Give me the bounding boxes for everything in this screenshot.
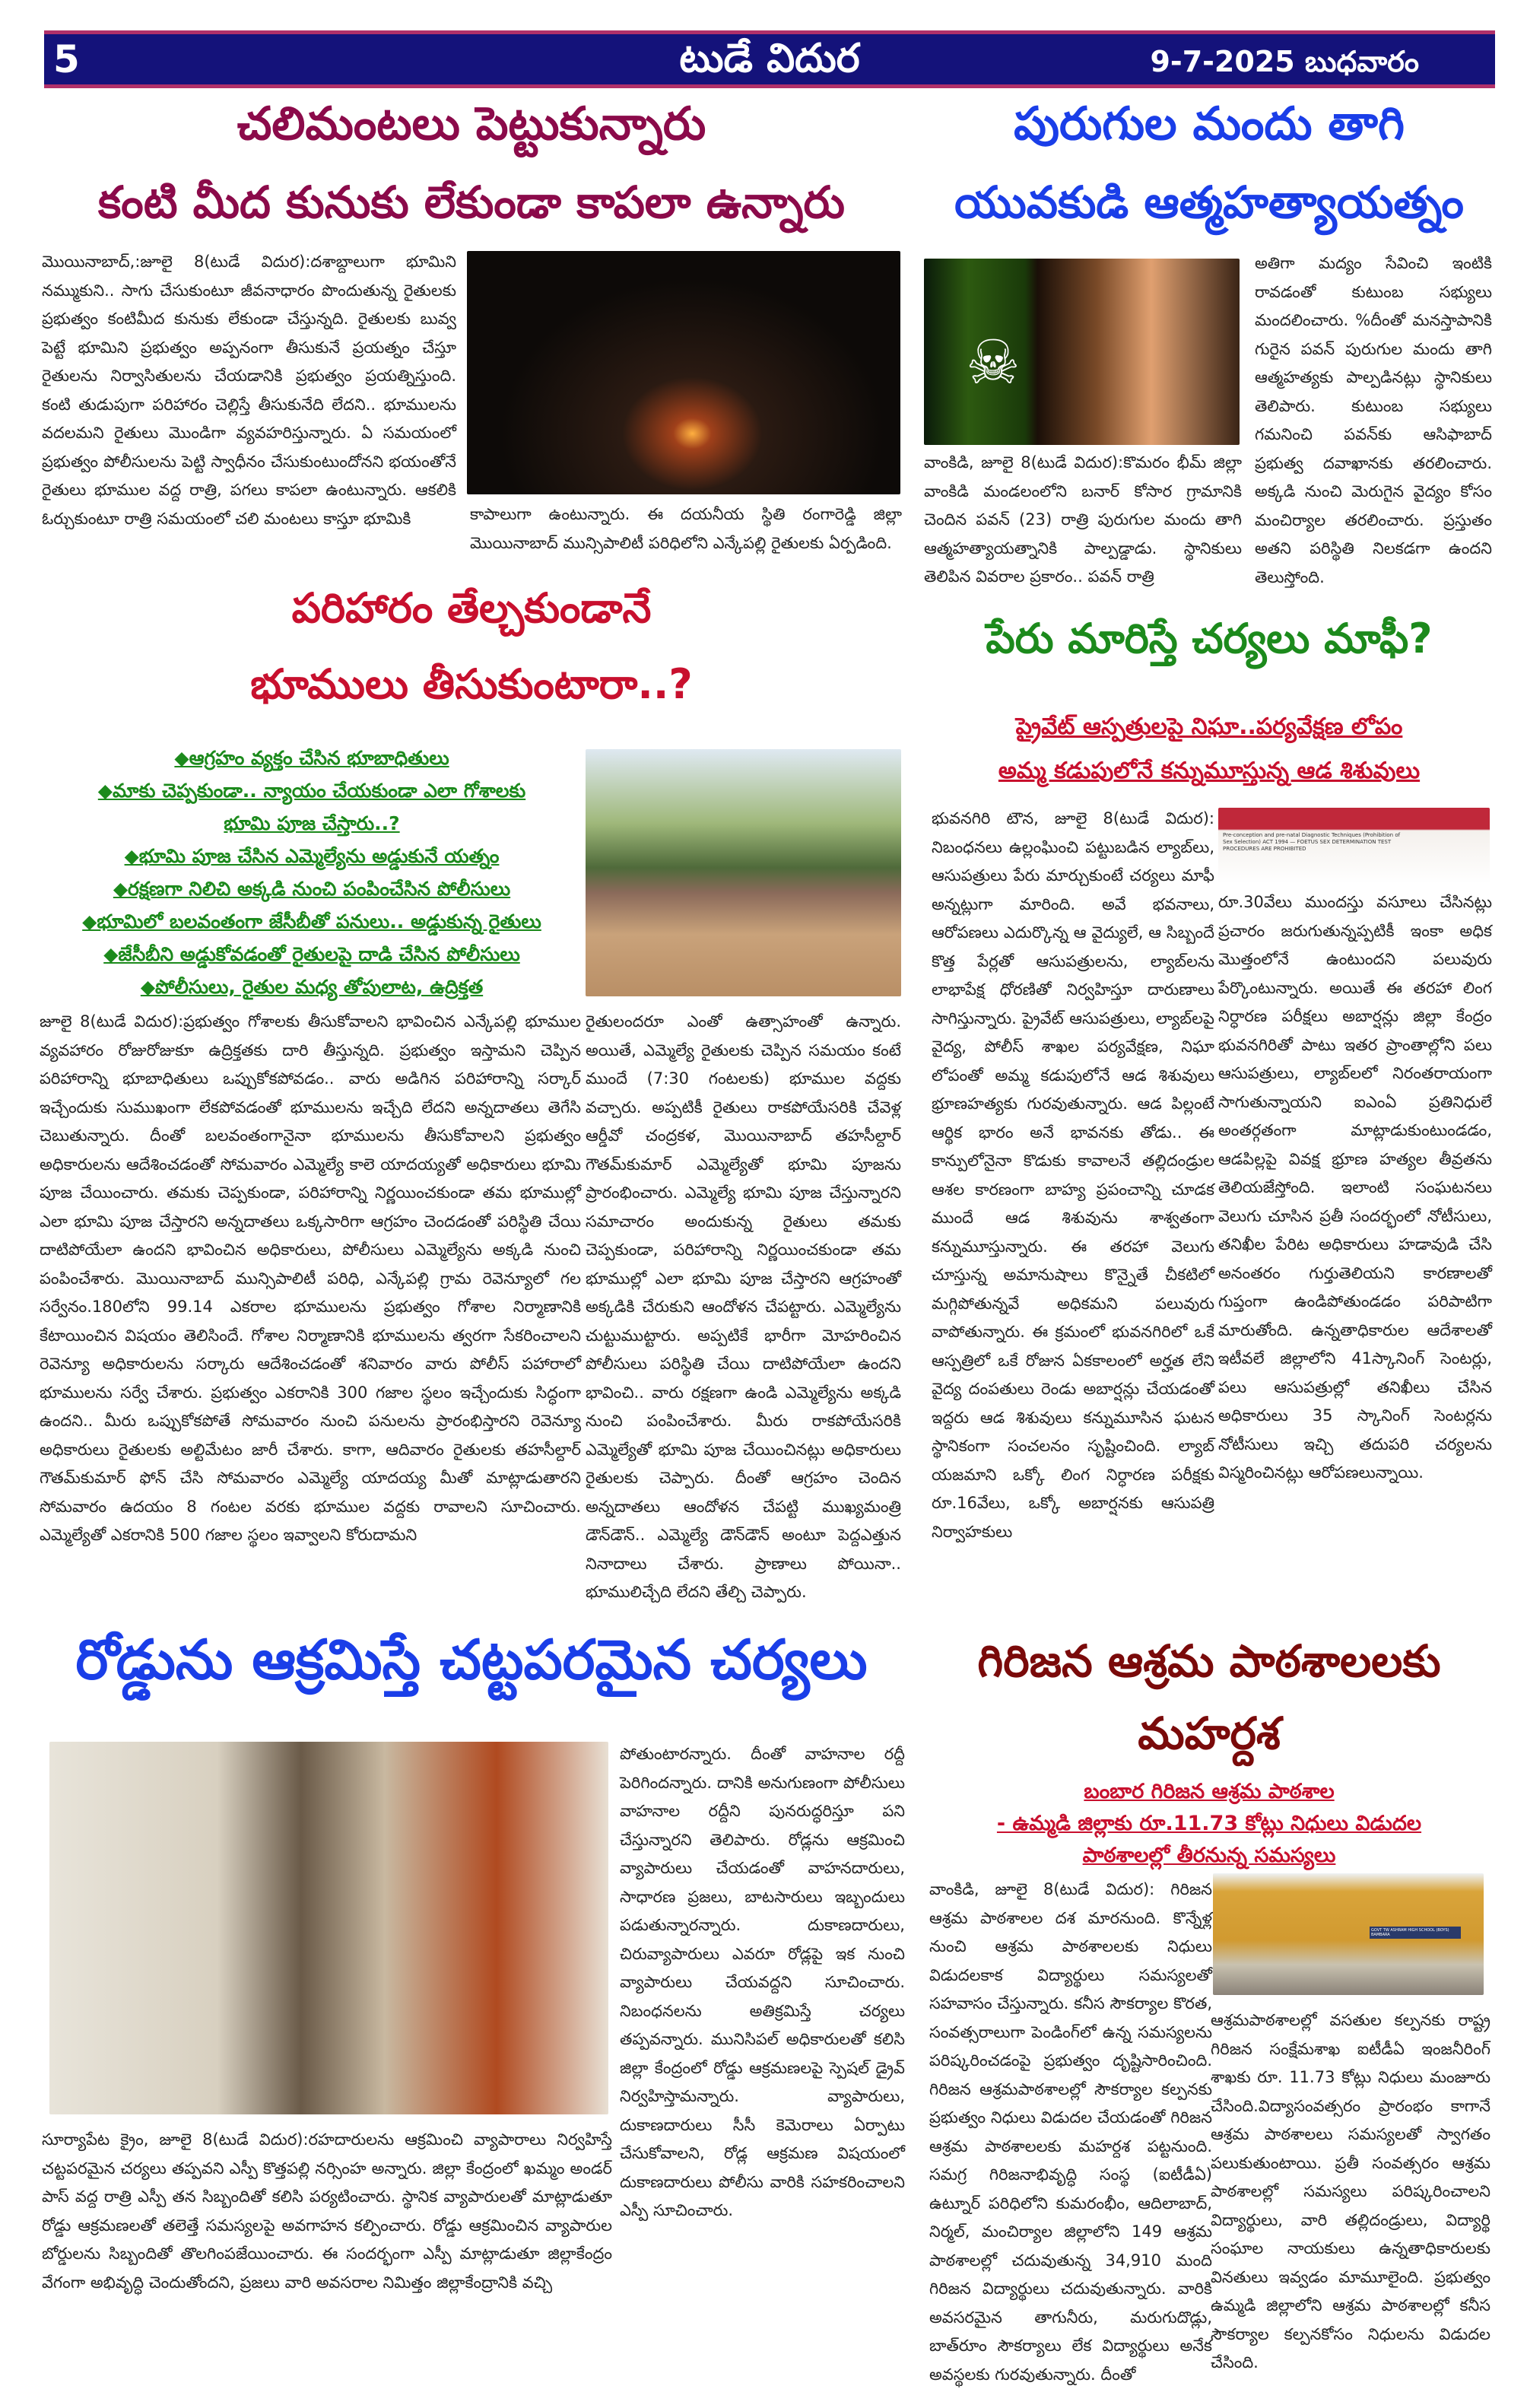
story1-headline-1: చలిమంటలు పెట్టుకున్నారు: [237, 97, 706, 151]
story4-body-left: భువనగిరి టౌన, జూలై 8(టుడే విదుర): నిబంధనలు ఉల్లంఘించి పట్టుబడిన ల్యాబ్‌లు, ఆసుపత్రులు పేరు మార్చుకుంటే చర్యలు మాఫీ అన్నట్లుగా మారింది. అవే భవనాలు, ఆరోపణలు ఎదుర్కొన్న ఆ వైద్యులే, ఆ సిబ్బందే కొత్త పేర్లతో ఆసుపత్రులను, ల్యాబ్‌లను లాభాపేక్ష ధోరణితో నిర్వహిస్తూ దారుణాలు సాగిస్తున్నారు. ప్రైవేట్ ఆసుపత్రులు, ల్యాబ్‌లపై వైద్య, పోలీస్ శాఖల పర్యవేక్షణ, నిఘా లోపంతో అమ్మ కడుపులోనే ఆడ శిశువులు భ్రూణహత్యకు గురవుతున్నారు. ఆడ పిల్లంటే ఆర్థిక భారం అనే భావనకు తోడు.. ఈ కాన్పులోనైనా కొడుకు కావాలనే తల్లిదండ్రుల ఆశల కారణంగా బాహ్య ప్రపంచాన్ని చూడక ముందే ఆడ శిశువును శాశ్వతంగా కన్నుమూస్తున్నారు. ఈ తరహా వెలుగు చూస్తున్న అమానుషాలు కొన్నైతే చీకటిలో మగ్గిపోతున్నవే అధికమని పలువురు వాపోతున్నారు. ఈ క్రమంలో భువనగిరిలో ఒకే ఆస్పత్రిలో ఒకే రోజున ఏకకాలంలో అర్హత లేని వైద్య దంపతులు రెండు అబార్షన్లు చేయడంతో ఇద్దరు ఆడ శిశువులు కన్నుమూసిన ఘటన స్థానికంగా సంచలనం సృష్టించింది. ల్యాబ్ యజమాని ఒక్కో లింగ నిర్ధారణ పరీక్షకు రూ.16వేలు, ఒక్కో అబార్షనకు ఆసుపత్రి నిర్వాహకులు: [932, 809, 1214, 1541]
bullet-item: ◆జేసీబీని అడ్డుకోవడంతో రైతులపై దాడి చేసిన పోలీసులు: [103, 943, 520, 965]
story5-body-left: సూర్యాపేట క్రైం, జూలై 8(టుడే విదుర):రహదారులను ఆక్రమించి వ్యాపారాలు నిర్వహిస్తే చట్టపరమైన చర్యలు తప్పవని ఎస్పీ కొత్తపల్లి నర్సింహ అన్నారు. జిల్లా కేంద్రంలో ఖమ్మం అండర్ పాస్ వద్ద రాత్రి ఎస్పీ తన సిబ్బందితో కలిసి పర్యటించారు. స్థానిక వ్యాపారులతో మాట్లాడుతూ రోడ్డు ఆక్రమణలతో తలెత్తే సమస్యలపై అవగాహన కల్పించారు. రోడ్డు ఆక్రమించిన వ్యాపారుల బోర్డులను సిబ్బందితో తొలగింపజేయించారు. ఈ సందర్భంగా ఎస్పీ మాట్లాడుతూ జిల్లాకేంద్రం వేగంగా అభివృద్ధి చెందుతోందని, ప్రజలు వారి అవసరాల నిమిత్తం జిల్లాకేంద్రానికి వచ్చి: [42, 2130, 612, 2292]
story6-subhead-2: - ఉమ్మడి జిల్లాకు రూ.11.73 కోట్లు నిధులు విడుదల: [996, 1812, 1422, 1835]
bullet-item: ◆రక్షణగా నిలిచి అక్కడి నుంచి పంపించేసిన పోలీసులు: [113, 878, 511, 900]
story2-body-below: వాంకిడి, జూలై 8(టుడే విదుర):కొమరం భీమ్ జిల్లా వాంకిడి మండలంలోని బనార్ కోసార గ్రామానికి చెందిన పవన్ (23) రాత్రి పురుగుల మందు తాగి ఆత్మహత్యాయత్నానికి పాల్పడ్డాడు. స్థానికులు తెలిపిన వివరాల ప్రకారం.. పవన్ రాత్రి: [924, 453, 1242, 586]
story3-body-left: జూలై 8(టుడే విదుర):ప్రభుత్వం గోశాలకు తీసుకోవాలని భావించిన ఎన్కేపల్లి భూముల వ్యవహారం రోజురోజుకూ ఉద్రిక్తతకు దారి తీస్తున్నది. ప్రభుత్వం ఇస్తామని చెప్పిన పరిహారాన్ని భూబాధితులు ఒప్పుకోకపోవడం.. వారు అడిగిన పరిహారాన్ని సర్కార్ ఇచ్చేందుకు సుముఖంగా లేకపోవడంతో భూములను ఇచ్చేది లేదని అన్నదాతలు తెగేసి చెబుతున్నారు. దీంతో బలవంతంగానైనా భూములను తీసుకోవాలని ప్రభుత్వం అధికారులను ఆదేశించడంతో సోమవారం ఎమ్మెల్యే కాలె యాదయ్యతో అధికారులు భూమి పూజ చేయించారు. తమకు చెప్పకుండా, పరిహారాన్ని నిర్ణయించకుండా తమ భూముల్లో ఎలా భూమి పూజ చేస్తారని అన్నదాతలు ఒక్కసారిగా ఆగ్రహం చెందడంతో పరిస్థితి చేయి దాటిపోయేలా ఉందని భావించిన అధికారులు, పోలీసులు ఎమ్మెల్యేను అక్కడి నుంచి పంపించేశారు. మొయినాబాద్ మున్సిపాలిటీ పరిధి, ఎన్కేపల్లి గ్రామ రెవెన్యూలో గల సర్వేనం.180లోని 99.14 ఎకరాల భూములను ప్రభుత్వం గోశాల నిర్మాణానికి కేటాయించిన విషయం తెలిసిందే. గోశాల నిర్మాణానికి భూములను త్వరగా సేకరించాలని రెవెన్యూ అధికారులను సర్కారు ఆదేశించడంతో శనివారం వారు పోలీస్ పహారాలో భూములను సర్వే చేశారు. ప్రభుత్వం ఎకరానికి 300 గజాల స్థలం ఇచ్చేందుకు సిద్ధంగా ఉందని.. మీరు ఒప్పుకోకపోతే సోమవారం నుంచి పనులను ప్రారంభిస్తారని రెవెన్యూ అధికారులు రైతులకు అల్టిమేటం జారీ చేశారు. కాగా, ఆదివారం రైతులకు తహసీల్దార్ గౌతమ్‌కుమార్ ఫోన్ చేసి సోమవారం ఎమ్మెల్యే యాదయ్య మీతో మాట్లాడుతారని సోమవారం ఉదయం 8 గంటల వరకు భూముల వద్దకు రావాలని సూచించారు. ఎమ్మెల్యేతో ఎకరానికి 500 గజాల స్థలం ఇవ్వాలని కోరుదామని: [40, 1012, 581, 1544]
school-signboard: GOVT TW ASHRAM HIGH SCHOOL (BOYS) BAMBARA: [1370, 1927, 1461, 1939]
story2-headline-2: యువకుడి ఆత్మహత్యాయత్నం: [954, 176, 1464, 228]
bullet-item: ◆ఆగ్రహం వ్యక్తం చేసిన భూబాధితులు: [174, 747, 449, 769]
story3-headline-2: భూములు తీసుకుంటారా..?: [250, 660, 693, 708]
story6-headline-2: మహర్దశ: [1138, 1708, 1281, 1759]
poison-bottle-photo: [924, 259, 1240, 445]
newspaper-name: టుడే విదుర: [679, 36, 860, 81]
story2-headline-1: పురుగుల మందు తాగి: [1014, 97, 1405, 151]
masthead: [44, 30, 1495, 88]
story6-body-left: వాంకిడి, జూలై 8(టుడే విదుర): గిరిజన ఆశ్రమ పాఠశాలల దశ మారనుంది. కొన్నేళ్ల నుంచి ఆశ్రమ పాఠశాలలకు నిధులు విడుదలకాక విద్యార్థులు సమస్యలతో సహవాసం చేస్తున్నారు. కనీస సౌకర్యాల కొరత, సంవత్సరాలుగా పెండింగ్‌లో ఉన్న సమస్యలను పరిష్కరించడంపై ప్రభుత్వం దృష్టిసారించింది. గిరిజన ఆశ్రమపాఠశాలల్లో సౌకర్యాల కల్పనకు ప్రభుత్వం నిధులు విడుదల చేయడంతో గిరిజన ఆశ్రమ పాఠశాలలకు మహర్దశ పట్టనుంది. సమగ్ర గిరిజనాభివృద్ధి సంస్థ (ఐటీడీఏ) ఉట్నూర్ పరిధిలోని కుమరంభీం, ఆదిలాబాద్, నిర్మల్, మంచిర్యాల జిల్లాలోని 149 ఆశ్రమ పాఠశాలల్లో చదువుతున్న 34,910 మంది గిరిజన విద్యార్థులు చదువుతున్నారు. వారికి అవసరమైన తాగునీరు, మరుగుదొడ్లు, బాత్‌రూం సౌకర్యాలు లేక విద్యార్థులు అనేక అవస్థలకు గురవుతున్నారు. దీంతో: [929, 1880, 1212, 2384]
story4-subhead-1: ప్రైవేట్ ఆస్పత్రులపై నిఘా..పర్యవేక్షణ లోపం: [1015, 713, 1403, 740]
story1-body: మొయినాబాద్,:జూలై 8(టుడే విదుర):దశాబ్దాలుగా భూమిని నమ్ముకుని.. సాగు చేసుకుంటూ జీవనాధారం పొందుతున్న రైతులకు ప్రభుత్వం కంటిమీద కునుకు లేకుండా చేస్తున్నది. రైతులకు బువ్వ పెట్టే భూమిని ప్రభుత్వం అప్పనంగా తీసుకునే ప్రయత్నం చేస్తూ రైతులను నిర్వాసితులను చేయడానికి ప్రభుత్వం ప్రయత్నిస్తుంది. కంటి తుడుపుగా పరిహారం చెల్లిస్తే తీసుకునేది లేదని.. భూములను వదలమని రైతులు మొండిగా వ్యవహరిస్తున్నారు. ఏ సమయంలో ప్రభుత్వం పోలీసులను పెట్టి స్వాధీనం చేసుకుంటుందోనని భయంతోనే రైతులు భూముల వద్ద రాత్రి, పగలు కాపలా ఉంటున్నారు. ఆకలికి ఓర్చుకుంటూ రాత్రి సమయంలో చలి మంటలు కాస్తూ భూమికి: [42, 253, 456, 528]
story5-headline: రోడ్డును ఆక్రమిస్తే చట్టపరమైన చర్యలు: [75, 1628, 868, 1692]
bullet-item: ◆మాకు చెప్పకుండా.. న్యాయం చేయకుండా ఎలా గోశాలకు: [97, 780, 526, 802]
page-number: 5: [53, 37, 80, 81]
ashram-school-photo: [1213, 1873, 1484, 1995]
story3-bullets: [42, 742, 582, 1003]
bullet-item: భూమి పూజ చేస్తారు..?: [224, 812, 400, 834]
story1-body-continued: కాపాలుగా ఉంటున్నారు. ఈ దయనీయ స్థితి రంగారెడ్డి జిల్లా మొయినాబాద్ మున్సిపాలిటీ పరిధిలోని ఎన్కేపల్లి రైతులకు ఏర్పడింది.: [470, 505, 902, 552]
story6-subhead-1: బంబార గిరిజన ఆశ్రమ పాఠశాల: [1084, 1780, 1335, 1803]
farmers-protest-photo: [586, 749, 901, 996]
skull-icon: ☠: [966, 327, 1021, 398]
bullet-item: ◆భూమి పూజ చేసిన ఎమ్మెల్యేను అడ్డుకునే యత్నం: [124, 845, 500, 867]
story6-subhead-3: పాఠశాలల్లో తీరనున్న సమస్యలు: [1082, 1844, 1336, 1867]
story1-headline-2: కంటి మీద కునుకు లేకుండా కాపలా ఉన్నారు: [98, 176, 845, 228]
story3-body-right: రైతులందరూ ఎంతో ఉత్సాహంతో ఉన్నారు. అయితే, ఎమ్మెల్యే రైతులకు చెప్పిన సమయం కంటే ముందే (7:30 గంటలకు) భూముల వద్దకు వచ్చారు. అప్పటికీ రైతులు రాకపోయేసరికి చేవెళ్ల ఆర్డీవో చంద్రకళ, మొయినాబాద్ తహసీల్దార్ గౌతమ్‌కుమార్ ఎమ్మెల్యేతో భూమి పూజను ప్రారంభించారు. ఎమ్మెల్యే భూమి పూజ చేస్తున్నారని సమాచారం అందుకున్న రైతులు తమకు చెప్పకుండా, పరిహారాన్ని నిర్ణయించకుండా తమ భూముల్లో ఎలా భూమి పూజ చేస్తారని ఆగ్రహంతో అక్కడికి చేరుకుని ఆందోళన చేపట్టారు. ఎమ్మెల్యేను చుట్టుముట్టారు. అప్పటికే భారీగా మోహరించిన పోలీసులు పరిస్థితి చేయి దాటిపోయేలా ఉందని భావించి.. వారు రక్షణగా ఉండి ఎమ్మెల్యేను అక్కడి నుంచి పంపించేశారు. మీరు రాకపోయేసరికి ఎమ్మెల్యేతో భూమి పూజ చేయించినట్లు అధికారులు రైతులకు చెప్పారు. దీంతో ఆగ్రహం చెందిన అన్నదాతలు ఆందోళన చేపట్టి ముఖ్యమంత్రి డౌన్‌డౌన్.. ఎమ్మెల్యే డౌన్‌డౌన్ అంటూ పెద్దఎత్తున నినాదాలు చేశారు. ప్రాణాలు పోయినా.. భూములిచ్చేది లేదని తేల్చి చెప్పారు.: [586, 1012, 901, 1601]
story6-headline-1: గిరిజన ఆశ్రమ పాఠశాలలకు: [977, 1635, 1441, 1687]
pcpndt-act-poster: Pre-conception and pre-natal Diagnostic Techniques (Prohibition of Sex Selection) ACT 1994 — FOETUS SEX DETERMINATION TEST PROCEDURES ARE PROHIBITED: [1218, 808, 1490, 884]
story2-body-right: అతిగా మద్యం సేవించి ఇంటికి రావడంతో కుటుంబ సభ్యులు మందలించారు. %దీంతో మనస్తాపానికి గురైన పవన్ పురుగుల మందు తాగి ఆత్మహత్యకు పాల్పడినట్లు స్థానికులు తెలిపారు. కుటుంబ సభ్యులు గమనించి పవన్‌కు ఆసిఫాబాద్ ప్రభుత్వ దవాఖానకు తరలించారు. అక్కడి నుంచి మెరుగైన వైద్యం కోసం మంచిర్యాల తరలించారు. ప్రస్తుతం అతని పరిస్థితి నిలకడగా ఉందని తెలుస్తోంది.: [1255, 254, 1492, 586]
story5-body-right: పోతుంటారన్నారు. దీంతో వాహనాల రద్దీ పెరిగిందన్నారు. దానికి అనుగుణంగా పోలీసులు వాహనాల రద్దీని పునరుద్ధరిస్తూ పని చేస్తున్నారని తెలిపారు. రోడ్లను ఆక్రమించి వ్యాపారులు చేయడంతో వాహనదారులు, సాధారణ ప్రజలు, బాటసారులు ఇబ్బందులు పడుతున్నారన్నారు. దుకాణదారులు, చిరువ్యాపారులు ఎవరూ రోడ్లపై ఇక నుంచి వ్యాపారులు చేయవద్దని సూచించారు. నిబంధనలను అతిక్రమిస్తే చర్యలు తప్పవన్నారు. మునిసిపల్ అధికారులతో కలిసి జిల్లా కేంద్రంలో రోడ్డు ఆక్రమణలపై స్పెషల్ డ్రైవ్ నిర్వహిస్తామన్నారు. వ్యాపారులు, దుకాణదారులు సీసీ కెమెరాలు ఏర్పాటు చేసుకోవాలని, రోడ్ల ఆక్రమణ విషయంలో దుకాణదారులు పోలీసు వారికి సహకరించాలని ఎస్పీ సూచించారు.: [620, 1745, 905, 2219]
night-bonfire-photo: [467, 251, 900, 494]
issue-date: 9-7-2025 బుధవారం: [1150, 45, 1419, 78]
story3-headline-1: పరిహారం తేల్చకుండానే: [291, 584, 652, 632]
story4-headline: పేరు మారిస్తే చర్యలు మాఫీ?: [986, 615, 1433, 662]
story6-body-right: ఆశ్రమపాఠశాలల్లో వసతుల కల్పనకు రాష్ట్ర గిరిజన సంక్షేమశాఖ ఐటీడీఏ ఇంజనీరింగ్ శాఖకు రూ. 11.73 కోట్లు నిధులు మంజూరు చేసింది.విద్యాసంవత్సరం ప్రారంభం కాగానే ఆశ్రమ పాఠశాలలు సమస్యలతో స్వాగతం పలుకుతుంటాయి. ప్రతీ సంవత్సరం ఆశ్రమ పాఠశాలల్లో సమస్యలు పరిష్కరించాలని విద్యార్థులు, వారి తల్లిదండ్రులు, విద్యార్థి సంఘాల నాయకులు ఉన్నతాధికారులకు వినతులు ఇవ్వడం మామూలైంది. ప్రభుత్వం ఉమ్మడి జిల్లాలోని ఆశ్రమ పాఠశాలల్లో కనీస సౌకర్యాల కల్పనకోసం నిధులను విడుదల చేసింది.: [1211, 2011, 1490, 2371]
sp-meeting-photo: [49, 1742, 608, 2114]
story4-subhead-2: అమ్మ కడుపులోనే కన్నుమూస్తున్న ఆడ శిశువులు: [998, 758, 1421, 784]
story4-body-right: రూ.30వేలు ముందస్తు వసూలు చేసినట్లు ప్రచారం జరుగుతున్నప్పటికీ ఇంకా అధిక మొత్తంలోనే ఉంటుందని పలువురు పేర్కొంటున్నారు. అయితే ఈ తరహా లింగ నిర్ధారణ పరీక్షలు అబార్షన్లు జిల్లా కేంద్రం భువనగిరితో పాటు ఇతర ప్రాంతాల్లోని పలు ఆసుపత్రులు, ల్యాబ్‌లలో నిరంతరాయంగా సాగుతున్నాయని ఐఎంఏ ప్రతినిధులే అంతర్గతంగా మాట్లాడుకుంటుండడం, ఆడపిల్లపై వివక్ష భ్రూణ హత్యల తీవ్రతను తెలియజేస్తోంది. ఇలాంటి సంఘటనలు వెలుగు చూసిన ప్రతీ సందర్భంలో నోటీసులు, తనిఖీల పేరిట అధికారులు హడావుడి చేసి అనంతరం గుర్తుతెలియని కారణాలతో గుప్తంగా ఉండిపోతుండడం పరిపాటిగా మారుతోంది. ఉన్నతాధికారుల ఆదేశాలతో ఇటీవలే జిల్లాలోని 41స్కానింగ్ సెంటర్లు, పలు ఆసుపత్రుల్లో తనిఖీలు చేసిన అధికారులు 35 స్కానింగ్ సెంటర్లను నోటీసులు ఇచ్చి తదుపరి చర్యలను విస్మరించినట్లు ఆరోపణలున్నాయి.: [1218, 893, 1492, 1482]
bullet-item: ◆పోలీసులు, రైతుల మధ్య తోపులాట, ఉద్రిక్తత: [140, 976, 484, 998]
bullet-item: ◆భూమిలో బలవంతంగా జేసీబీతో పనులు.. అడ్డుకున్న రైతులు: [82, 910, 541, 932]
